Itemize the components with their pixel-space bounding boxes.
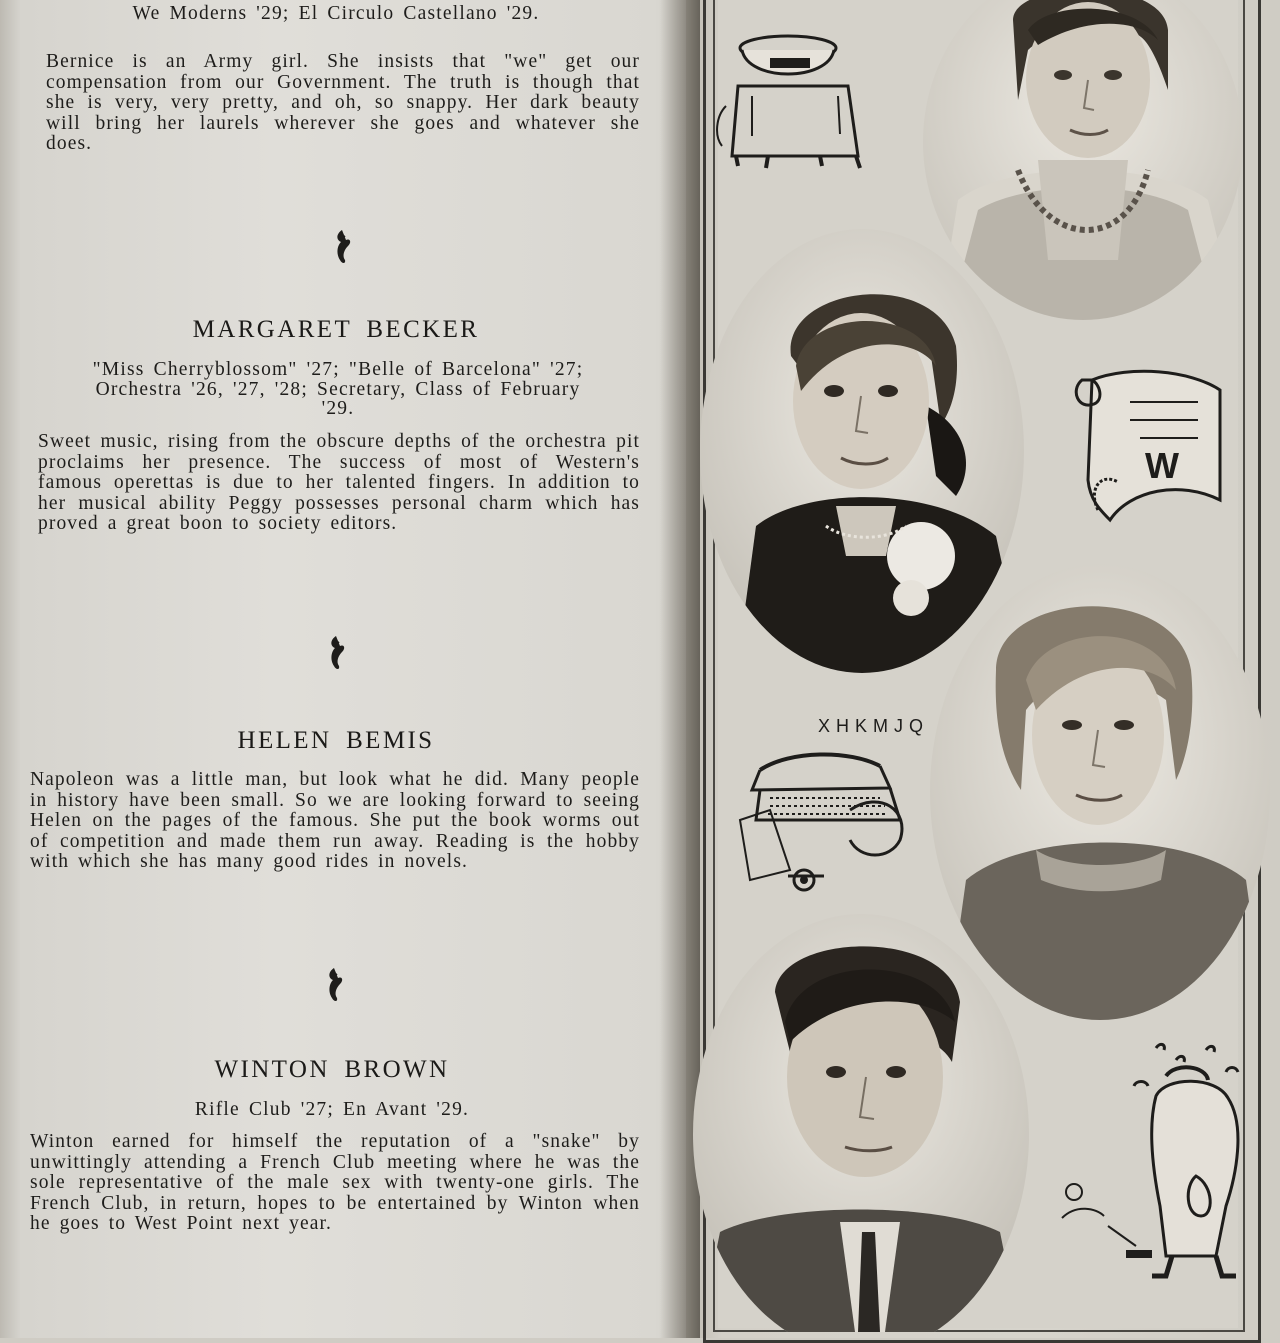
top-entry-body — [46, 52, 640, 155]
entry-winton-brown — [26, 1056, 638, 1084]
crying-character-doodle-icon — [1056, 1036, 1256, 1286]
leaf-ornament-icon — [320, 966, 350, 1006]
scroll-letter: W — [1145, 445, 1179, 486]
top-entry-description: Bernice is an Army girl. She insists that "we" get our compensation from our Government. The truth is though that she is very, very pretty, and oh, so snappy. Her dark beauty will bring her laurels wherever she goes and whatever she does. — [46, 51, 640, 155]
top-entry-activities: We Moderns '29; El Circulo Castellano '29. — [132, 3, 540, 24]
entry-winton-body — [30, 1132, 640, 1235]
entry-name: MARGARET BECKER — [192, 316, 480, 343]
entry-activities: "Miss Cherryblossom" '27; "Belle of Barcelona" '27; Orchestra '26, '27, '28; Secretary, Class of February '29. — [92, 359, 584, 420]
leaf-ornament-icon — [328, 228, 358, 268]
entry-description: Sweet music, rising from the obscure depths of the orchestra pit proclaims her presence. The success of most of Western's famous operettas is due to her talented fingers. In addition to her musical ability Peggy possesses personal charm which has proved a great boon to society editors. — [38, 431, 640, 535]
entry-description: Napoleon was a little man, but look what he did. Many people in history have been small. So we are looking forward to seeing Helen on the pages of the famous. She put the book worms out of competition and made them run away. Reading is the hobby with which she has many good rides in novels. — [30, 769, 640, 873]
entry-description: Winton earned for himself the reputation of a "snake" by unwittingly attending a French Club meeting where he was the sole representative of the male sex with twenty-one girls. The French Club, in return, hopes to be entertained by Winton when he goes to West Point next year. — [30, 1131, 640, 1235]
entry-name: HELEN BEMIS — [237, 727, 435, 754]
entry-winton-activities-block — [26, 1100, 638, 1120]
entry-helen-body — [30, 770, 640, 873]
basin-stand-doodle-icon — [708, 16, 878, 176]
entry-margaret-activities-block — [78, 360, 598, 419]
entry-name: WINTON BROWN — [214, 1056, 450, 1083]
entry-activities: Rifle Club '27; En Avant '29. — [194, 1099, 470, 1120]
entry-margaret-body — [38, 432, 640, 535]
entry-margaret-becker — [30, 316, 642, 344]
entry-helen-bemis — [30, 727, 642, 755]
top-entry — [30, 4, 642, 24]
typewriter-doodle-icon — [730, 670, 930, 900]
typewriter-letters: XHKMJQ — [818, 716, 930, 736]
leaf-ornament-icon — [322, 634, 352, 674]
portrait-winton-brown — [690, 912, 1032, 1332]
scroll-diploma-doodle-icon — [1070, 360, 1240, 530]
